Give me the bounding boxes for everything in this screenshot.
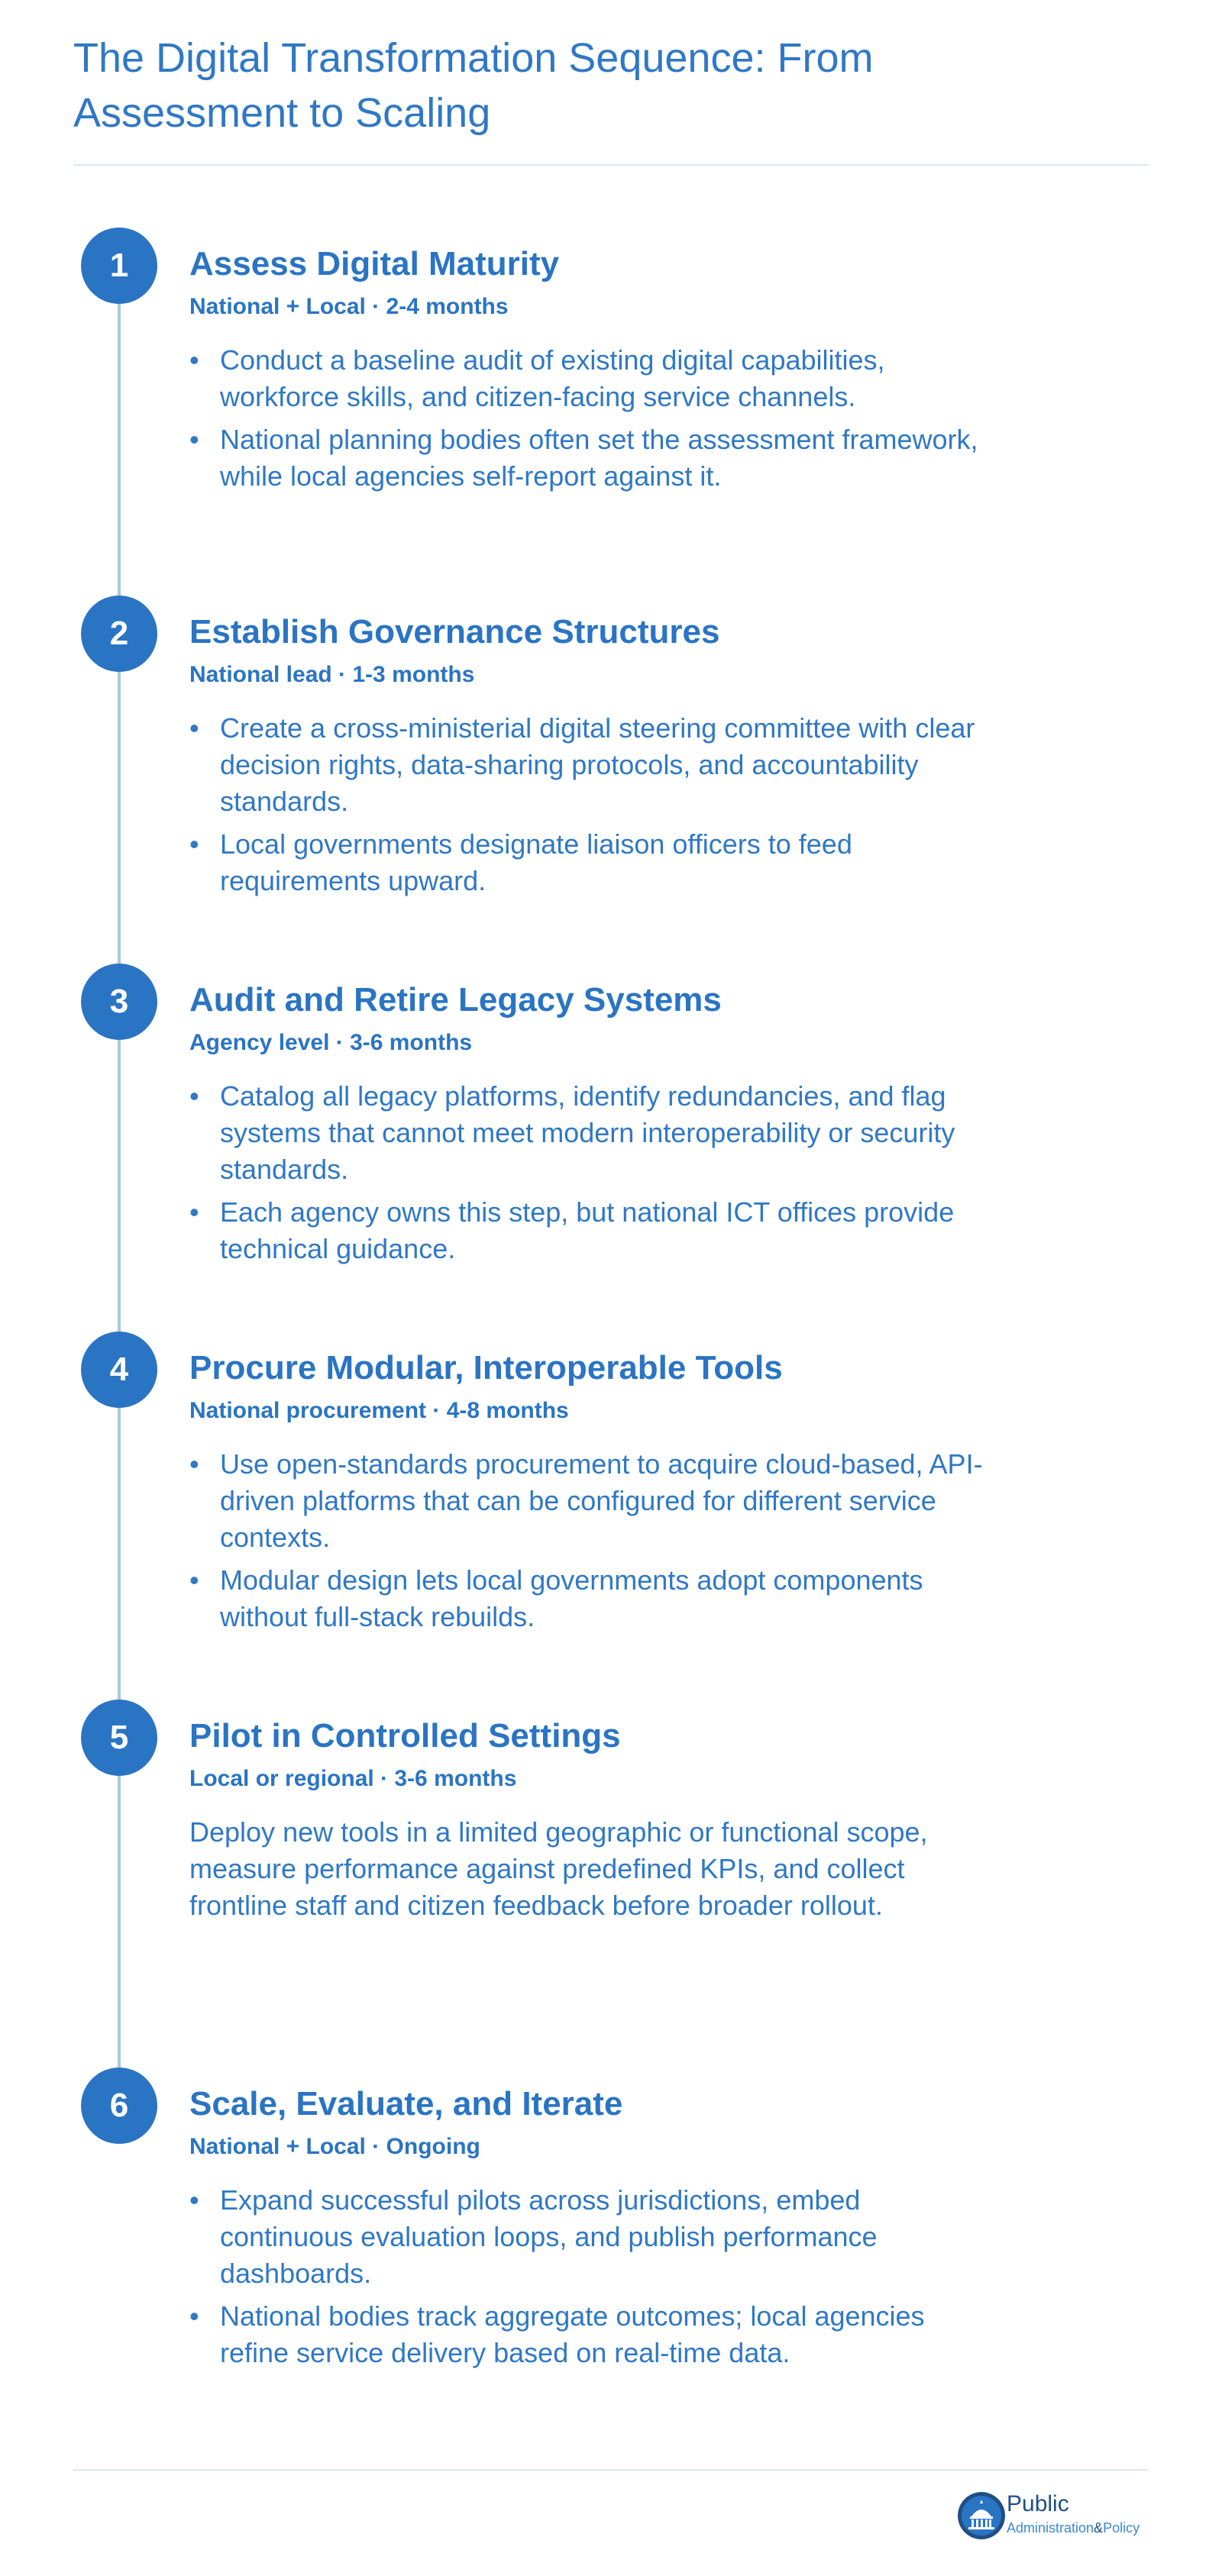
step-number-badge: 2 bbox=[81, 596, 157, 672]
page-title: The Digital Transformation Sequence: From Assessment to Scaling bbox=[73, 35, 874, 136]
bullet-icon: • bbox=[189, 712, 199, 744]
step-bullet bbox=[189, 826, 984, 899]
bullet-icon: • bbox=[189, 2184, 199, 2216]
step-meta: Agency level · 3-6 months bbox=[189, 1030, 473, 1055]
step-title: Procure Modular, Interoperable Tools bbox=[189, 1349, 783, 1386]
capitol-dome-icon bbox=[956, 2490, 1007, 2541]
bullet-icon: • bbox=[189, 1564, 199, 1596]
logo-subtitle-part: Policy bbox=[1103, 2520, 1140, 2536]
bullet-text: National bodies track aggregate outcomes; local agencies refine service delivery based on real-time data. bbox=[220, 2300, 925, 2368]
step-bullet bbox=[189, 342, 984, 415]
bullet-text: Expand successful pilots across jurisdictions, embed continuous evaluation loops, and publish performance dashboards. bbox=[220, 2184, 878, 2289]
bullet-text: National planning bodies often set the assessment framework, while local agencies self-report against it. bbox=[220, 424, 978, 492]
step-meta: National procurement · 4-8 months bbox=[189, 1398, 569, 1423]
step-bullet bbox=[189, 1446, 984, 1556]
step-bullet-list bbox=[189, 2182, 984, 2377]
step-bullet bbox=[189, 2298, 984, 2371]
bullet-icon: • bbox=[189, 828, 199, 860]
timeline-line bbox=[118, 266, 121, 2121]
logo-ampersand: & bbox=[1094, 2520, 1104, 2536]
bullet-icon: • bbox=[189, 424, 199, 455]
step-bullet-list bbox=[189, 342, 984, 501]
step-meta: National + Local · Ongoing bbox=[189, 2134, 480, 2159]
header-divider bbox=[73, 164, 1149, 166]
step-meta: Local or regional · 3-6 months bbox=[189, 1766, 517, 1791]
step-title: Scale, Evaluate, and Iterate bbox=[189, 2085, 623, 2122]
step-bullet bbox=[189, 2182, 984, 2292]
bullet-text: Local governments designate liaison officers to feed requirements upward. bbox=[220, 828, 852, 896]
bullet-text: Catalog all legacy platforms, identify redundancies, and flag systems that cannot meet modern interoperability or security standards. bbox=[220, 1080, 955, 1185]
step-number-badge: 6 bbox=[81, 2068, 157, 2144]
bullet-icon: • bbox=[189, 2300, 199, 2332]
step-title: Assess Digital Maturity bbox=[189, 245, 560, 282]
logo-subtitle bbox=[1007, 2520, 1140, 2536]
bullet-text: Modular design lets local governments adopt components without full-stack rebuilds. bbox=[220, 1564, 923, 1632]
step-number-badge: 3 bbox=[81, 964, 157, 1040]
step-bullet-list bbox=[189, 1078, 984, 1273]
bullet-icon: • bbox=[189, 344, 199, 376]
step-meta: National + Local · 2-4 months bbox=[189, 294, 509, 319]
bullet-icon: • bbox=[189, 1196, 199, 1228]
logo-wordmark: Public bbox=[1007, 2491, 1069, 2516]
bullet-text: Each agency owns this step, but national ICT offices provide technical guidance. bbox=[220, 1196, 955, 1264]
step-bullet-list bbox=[189, 710, 984, 905]
step-title: Pilot in Controlled Settings bbox=[189, 1717, 621, 1754]
step-bullet bbox=[189, 1194, 984, 1267]
bullet-icon: • bbox=[189, 1080, 199, 1112]
step-bullet bbox=[189, 1562, 984, 1635]
bullet-text: Create a cross-ministerial digital steering committee with clear decision rights, data-sharing protocols, and accountability standards. bbox=[220, 712, 975, 817]
step-description: Deploy new tools in a limited geographic or functional scope, measure performance against predefined KPIs, and collect frontline staff and citizen feedback before broader rollout. bbox=[189, 1816, 928, 1921]
step-title: Establish Governance Structures bbox=[189, 613, 720, 650]
step-bullet bbox=[189, 710, 984, 820]
step-bullet bbox=[189, 421, 984, 495]
bullet-text: Use open-standards procurement to acquire cloud-based, API-driven platforms that can be configured for different service contexts. bbox=[220, 1448, 983, 1553]
step-number-badge: 4 bbox=[81, 1332, 157, 1408]
logo-subtitle-part: Administration bbox=[1007, 2520, 1094, 2536]
bullet-text: Conduct a baseline audit of existing digital capabilities, workforce skills, and citizen-facing service channels. bbox=[220, 344, 885, 412]
step-meta: National lead · 1-3 months bbox=[189, 662, 475, 687]
footer-divider bbox=[73, 2469, 1149, 2471]
step-number-badge: 1 bbox=[81, 228, 157, 304]
step-title: Audit and Retire Legacy Systems bbox=[189, 981, 722, 1018]
public-administration-policy-logo bbox=[956, 2490, 1155, 2541]
step-bullet bbox=[189, 1078, 984, 1188]
step-bullet-list bbox=[189, 1446, 984, 1641]
bullet-icon: • bbox=[189, 1448, 199, 1480]
step-number-badge: 5 bbox=[81, 1700, 157, 1776]
